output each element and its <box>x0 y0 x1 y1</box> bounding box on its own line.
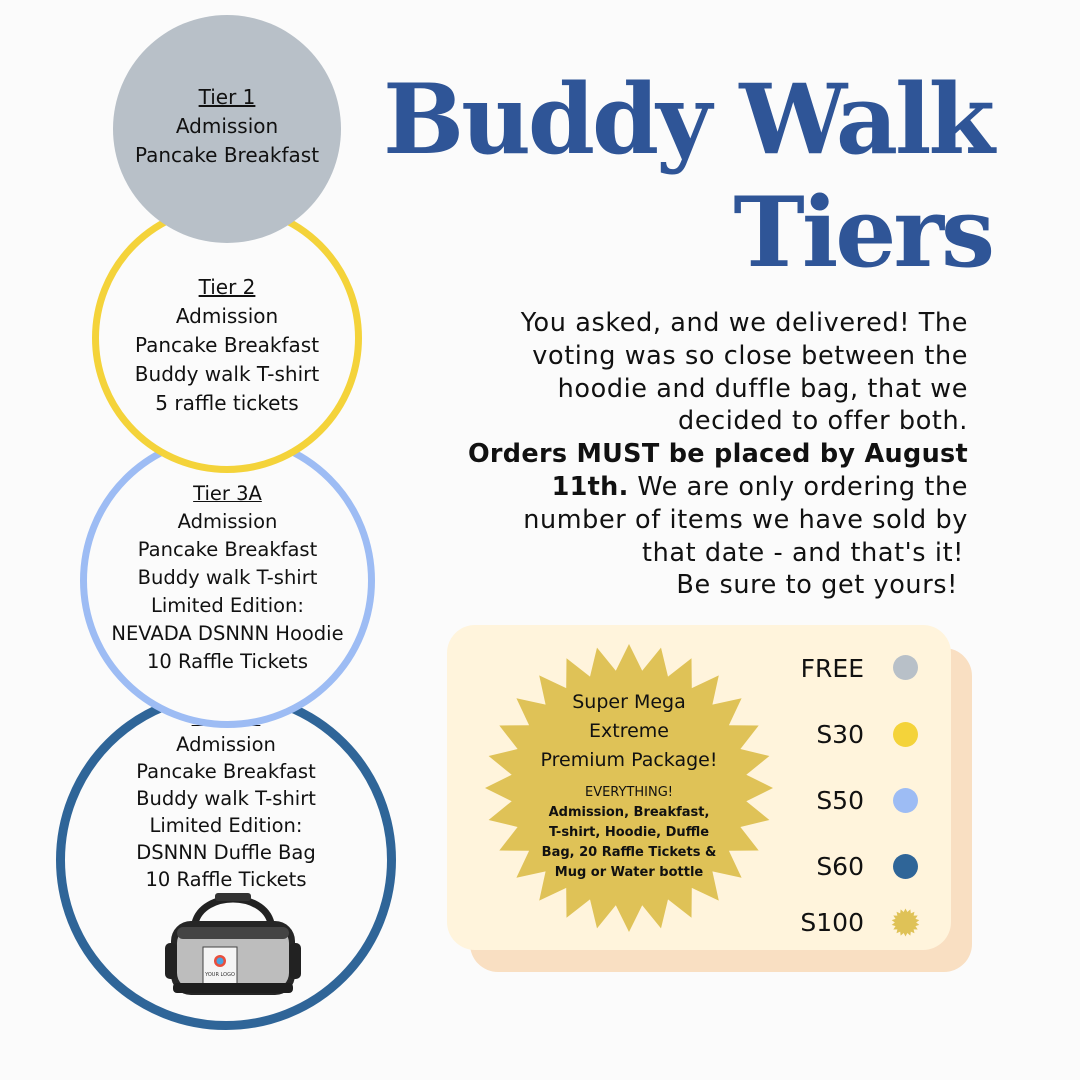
tier-item: Admission <box>177 510 278 533</box>
paragraph-line: Be sure to get yours! <box>676 570 958 601</box>
tier-item: Limited Edition: <box>149 814 303 837</box>
price-free-dot <box>893 655 918 680</box>
page-title-line-1: Buddy Walk <box>382 63 992 176</box>
tier-3a-title: Tier 3A <box>193 482 262 505</box>
package-head-line: Super Mega <box>572 691 686 713</box>
paragraph-line: hoodie and duffle bag, that we <box>557 373 968 404</box>
price-free: FREE <box>800 654 864 683</box>
tier-3b-content <box>65 704 387 893</box>
price-100: S100 <box>800 908 864 937</box>
package-detail-line: Admission, Breakfast, <box>548 805 710 820</box>
tier-item: Admission <box>176 733 276 756</box>
tier-item: Buddy walk T-shirt <box>136 787 316 810</box>
tier-3a-content <box>87 480 368 676</box>
tier-1-circle <box>113 15 341 243</box>
paragraph-line: We are only ordering the <box>628 471 968 502</box>
tier-item: DSNNN Duffle Bag <box>136 841 316 864</box>
tier-1-content <box>113 83 341 170</box>
price-60: S60 <box>816 852 864 881</box>
package-detail-line: Mug or Water bottle <box>554 865 704 880</box>
price-50: S50 <box>816 786 864 815</box>
tier-item: 5 raffle tickets <box>155 391 299 415</box>
tier-item: Admission <box>175 304 279 328</box>
tier-item: 10 Raffle Tickets <box>147 650 308 673</box>
paragraph-line: that date - and that's it! <box>642 537 964 568</box>
tier-3a-circle <box>80 433 375 728</box>
package-detail-line: T-shirt, Hoodie, Duffle <box>548 825 710 840</box>
duffle-bag-image <box>163 887 303 1002</box>
paragraph-line: voting was so close between the <box>532 340 968 371</box>
tier-2-title: Tier 2 <box>198 275 256 299</box>
paragraph-line: decided to offer both. <box>678 406 968 437</box>
tier-item: 10 Raffle Tickets <box>145 868 307 891</box>
price-100-starburst-dot <box>891 908 920 937</box>
package-detail-line: Bag, 20 Raffle Tickets & <box>541 845 717 860</box>
premium-package-detail <box>520 783 738 883</box>
tier-2-content <box>99 273 355 418</box>
announcement-paragraph <box>430 307 968 602</box>
package-head-line: Extreme <box>589 720 669 742</box>
tier-item: Pancake Breakfast <box>134 143 320 167</box>
price-30: S30 <box>816 720 864 749</box>
tier-item: Pancake Breakfast <box>137 538 318 561</box>
tier-item: Buddy walk T-shirt <box>134 362 320 386</box>
bag-logo-text: YOUR LOGO <box>205 972 235 978</box>
tier-item: NEVADA DSNNN Hoodie <box>111 622 344 645</box>
price-30-dot <box>893 722 918 747</box>
paragraph-line: You asked, and we delivered! The <box>520 308 968 338</box>
paragraph-line: number of items we have sold by <box>523 504 968 535</box>
package-head-line: Premium Package! <box>540 749 718 771</box>
premium-package-text <box>520 688 738 883</box>
tier-item: Buddy walk T-shirt <box>137 566 318 589</box>
page-title-line-2: Tiers <box>733 176 992 289</box>
price-50-dot <box>893 788 918 813</box>
package-detail-line: EVERYTHING! <box>584 785 674 800</box>
deadline-bold-text: Orders MUST be placed by August <box>467 439 968 470</box>
tier-3b-circle <box>56 690 396 1030</box>
price-60-dot <box>893 854 918 879</box>
deadline-date-bold: 11th. <box>551 471 629 502</box>
tier-1-title: Tier 1 <box>198 85 256 109</box>
tier-item: Admission <box>175 114 279 138</box>
tier-item: Pancake Breakfast <box>136 760 316 783</box>
tier-2-circle <box>92 203 362 473</box>
tier-item: Limited Edition: <box>151 594 304 617</box>
premium-package-heading <box>520 688 738 775</box>
tier-item: Pancake Breakfast <box>134 333 320 357</box>
